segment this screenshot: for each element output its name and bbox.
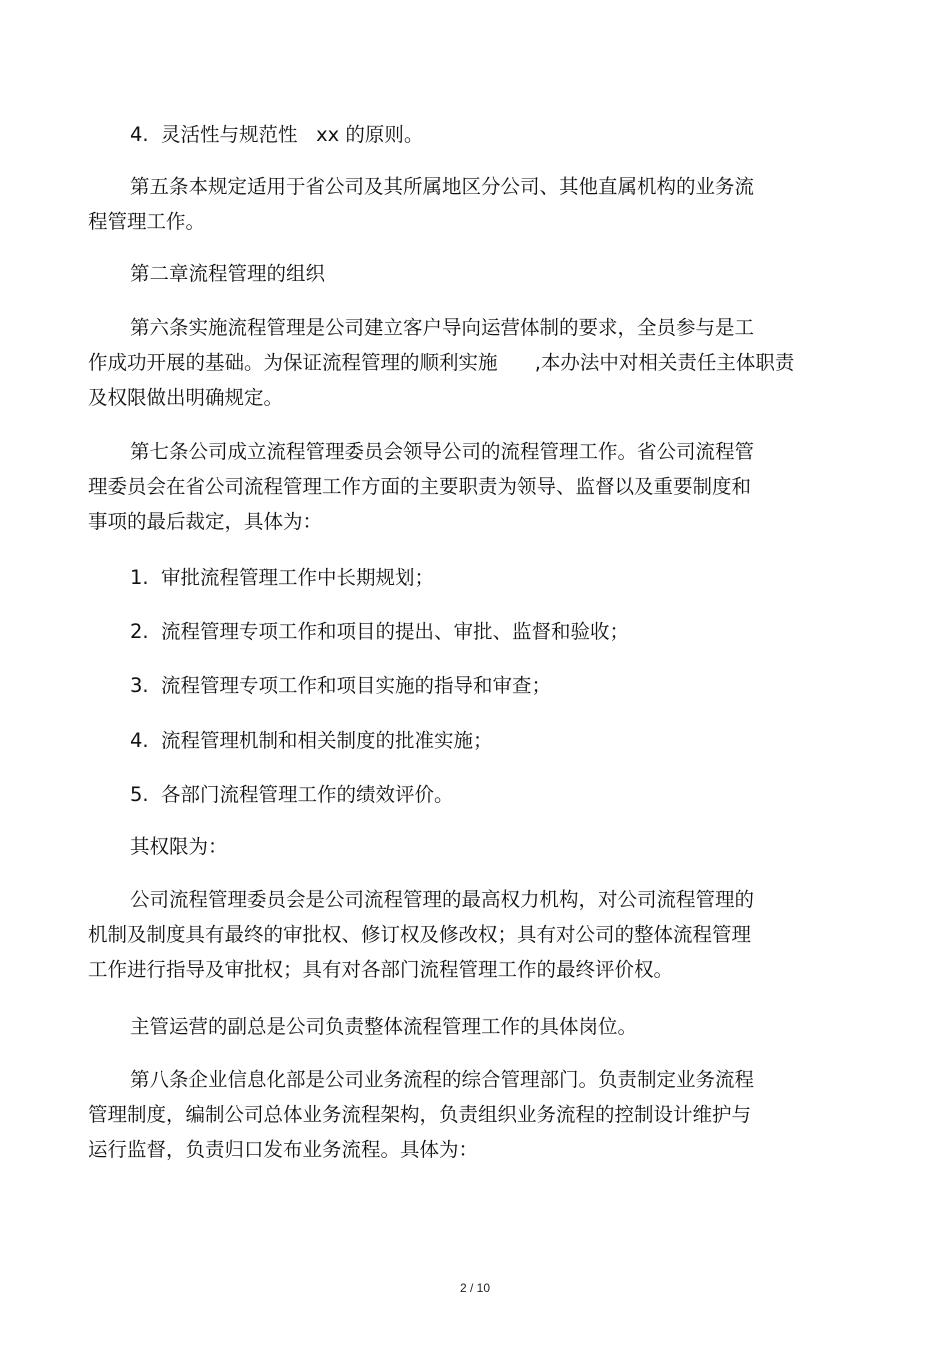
text-line: 第六条实施流程管理是公司建立客户导向运营体制的要求，全员参与是工 [130, 316, 755, 339]
text-line: 公司流程管理委员会是公司流程管理的最高权力机构，对公司流程管理的 [130, 888, 755, 911]
list-item-5 [88, 777, 848, 812]
text-line: 机制及制度具有最终的审批权、修订权及修改权；具有对公司的整体流程管理 [88, 923, 752, 946]
list-item-1 [88, 560, 848, 595]
text-line: 运行监督，负责归口发布业务流程。具体为： [88, 1138, 479, 1161]
text-line: 其权限为： [130, 835, 228, 858]
page-number: 2 / 10 [459, 1281, 491, 1295]
text-line: 4. 灵活性与规范性 xx 的原则。 [130, 123, 424, 146]
paragraph-principle-4 [88, 117, 848, 152]
paragraph-committee-authority [88, 882, 848, 987]
text-line: 2. 流程管理专项工作和项目的提出、审批、监督和验收； [130, 620, 630, 643]
text-line: 4. 流程管理机制和相关制度的批准实施； [130, 729, 493, 752]
text-line: 理委员会在省公司流程管理工作方面的主要职责为领导、监督以及重要制度和 [88, 475, 752, 498]
list-item-3 [88, 668, 848, 703]
list-item-4 [88, 723, 848, 758]
text-line: 第二章流程管理的组织 [130, 262, 326, 285]
text-line: 及权限做出明确规定。 [88, 386, 284, 409]
paragraph-article-7 [88, 434, 848, 539]
text-line: 第五条本规定适用于省公司及其所属地区分公司、其他直属机构的业务流 [130, 175, 755, 198]
paragraph-article-5 [88, 169, 848, 239]
paragraph-authority-heading [88, 829, 848, 864]
text-line: 程管理工作。 [88, 210, 206, 233]
paragraph-vp-role [88, 1009, 848, 1044]
chapter-heading [88, 256, 848, 291]
text-line: 5. 各部门流程管理工作的绩效评价。 [130, 783, 454, 806]
paragraph-article-8 [88, 1062, 848, 1167]
text-line: 3. 流程管理专项工作和项目实施的指导和审查； [130, 674, 552, 697]
text-line: 第七条公司成立流程管理委员会领导公司的流程管理工作。省公司流程管 [130, 440, 755, 463]
text-line: 工作进行指导及审批权；具有对各部门流程管理工作的最终评价权。 [88, 958, 674, 981]
text-line: 管理制度，编制公司总体业务流程架构，负责组织业务流程的控制设计维护与 [88, 1103, 752, 1126]
text-line: 主管运营的副总是公司负责整体流程管理工作的具体岗位。 [130, 1015, 638, 1038]
list-item-2 [88, 614, 848, 649]
text-line: 1. 审批流程管理工作中长期规划； [130, 566, 435, 589]
text-line: 作成功开展的基础。为保证流程管理的顺利实施 ,本办法中对相关责任主体职责 [88, 351, 795, 374]
text-line: 事项的最后裁定，具体为： [88, 510, 323, 533]
paragraph-article-6 [88, 310, 848, 415]
text-line: 第八条企业信息化部是公司业务流程的综合管理部门。负责制定业务流程 [130, 1068, 755, 1091]
